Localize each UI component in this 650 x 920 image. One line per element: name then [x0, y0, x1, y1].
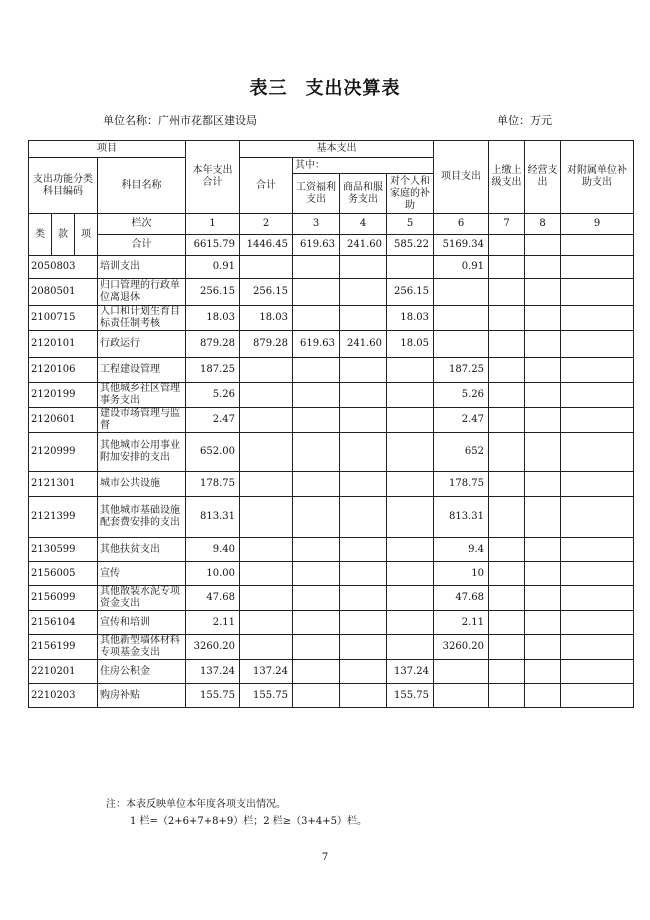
value-cell: 0.91: [434, 256, 489, 279]
header-basic-total: 合计: [240, 158, 293, 214]
col-num: 2: [240, 214, 293, 235]
total-cell: [525, 235, 561, 256]
value-cell: [525, 660, 561, 684]
col-num: 6: [434, 214, 489, 235]
function-code: 2120999: [29, 433, 98, 472]
subject-name: 建设市场管理与监督: [98, 408, 186, 433]
note-line-2: 1 栏=（2+6+7+8+9）栏；2 栏≥（3+4+5）栏。: [130, 816, 368, 827]
money-unit: 单位：万元: [497, 114, 552, 127]
value-cell: [293, 358, 340, 383]
value-cell: [561, 497, 634, 538]
value-cell: [489, 684, 525, 708]
function-code: 2100715: [29, 306, 98, 331]
value-cell: [240, 433, 293, 472]
header-affiliated-subsidy: 对附属单位补助支出: [561, 141, 634, 214]
subject-name: 其他新型墙体材料专项基金支出: [98, 635, 186, 660]
value-cell: [525, 472, 561, 497]
subject-name: 其他扶贫支出: [98, 538, 186, 562]
function-code: 2156199: [29, 635, 98, 660]
value-cell: 5.26: [434, 383, 489, 408]
total-cell: 5169.34: [434, 235, 489, 256]
value-cell: [240, 472, 293, 497]
value-cell: [525, 383, 561, 408]
value-cell: [340, 472, 387, 497]
value-cell: [387, 611, 434, 635]
table-row: [29, 306, 634, 331]
subject-name: 培训支出: [98, 256, 186, 279]
col-num: 5: [387, 214, 434, 235]
value-cell: [340, 611, 387, 635]
value-cell: [240, 256, 293, 279]
table-row: [29, 331, 634, 358]
value-cell: 18.03: [387, 306, 434, 331]
value-cell: [525, 433, 561, 472]
total-cell: 1446.45: [240, 235, 293, 256]
subject-name: 宣传和培训: [98, 611, 186, 635]
value-cell: [525, 538, 561, 562]
value-cell: [387, 383, 434, 408]
value-cell: 2.47: [434, 408, 489, 433]
value-cell: 5.26: [186, 383, 240, 408]
value-cell: [340, 433, 387, 472]
value-cell: [561, 684, 634, 708]
subject-name: 宣传: [98, 562, 186, 586]
value-cell: [525, 331, 561, 358]
value-cell: 47.68: [434, 586, 489, 611]
value-cell: [489, 538, 525, 562]
value-cell: [293, 433, 340, 472]
value-cell: [340, 408, 387, 433]
value-cell: [240, 586, 293, 611]
value-cell: [489, 383, 525, 408]
value-cell: [489, 472, 525, 497]
function-code: 2210203: [29, 684, 98, 708]
value-cell: [387, 256, 434, 279]
value-cell: [340, 660, 387, 684]
value-cell: [489, 358, 525, 383]
value-cell: 2.47: [186, 408, 240, 433]
value-cell: [240, 383, 293, 408]
value-cell: [561, 306, 634, 331]
total-row: [29, 235, 634, 256]
value-cell: [525, 358, 561, 383]
value-cell: 879.28: [186, 331, 240, 358]
header-among: 其中：: [293, 158, 434, 174]
value-cell: 137.24: [240, 660, 293, 684]
total-label: 合计: [98, 235, 186, 256]
title-text: 支出决算表: [305, 78, 401, 99]
value-cell: [293, 660, 340, 684]
value-cell: [387, 635, 434, 660]
function-code: 2130599: [29, 538, 98, 562]
value-cell: [489, 586, 525, 611]
col-num: 1: [186, 214, 240, 235]
value-cell: [340, 383, 387, 408]
value-cell: 2.11: [434, 611, 489, 635]
expenditure-table: [28, 140, 634, 708]
value-cell: [240, 635, 293, 660]
function-code: 2120101: [29, 331, 98, 358]
col-num: 3: [293, 214, 340, 235]
value-cell: 187.25: [434, 358, 489, 383]
total-cell: 6615.79: [186, 235, 240, 256]
value-cell: [525, 635, 561, 660]
value-cell: [525, 256, 561, 279]
total-cell: 241.60: [340, 235, 387, 256]
value-cell: [489, 433, 525, 472]
table-row: [29, 472, 634, 497]
function-code: 2121301: [29, 472, 98, 497]
value-cell: [434, 684, 489, 708]
value-cell: 18.03: [186, 306, 240, 331]
header-upper-payment: 上缴上级支出: [489, 141, 525, 214]
value-cell: [240, 408, 293, 433]
col-num: 4: [340, 214, 387, 235]
value-cell: 18.03: [240, 306, 293, 331]
value-cell: 155.75: [387, 684, 434, 708]
value-cell: [489, 635, 525, 660]
value-cell: [293, 635, 340, 660]
header-kuan: 款: [52, 214, 75, 256]
value-cell: [525, 562, 561, 586]
value-cell: 619.63: [293, 331, 340, 358]
value-cell: 813.31: [186, 497, 240, 538]
value-cell: [489, 279, 525, 306]
value-cell: [293, 256, 340, 279]
header-xiang: 项: [75, 214, 98, 256]
value-cell: [387, 497, 434, 538]
value-cell: [293, 684, 340, 708]
subject-name: 其他城市基础设施配套费安排的支出: [98, 497, 186, 538]
value-cell: [293, 408, 340, 433]
value-cell: [293, 383, 340, 408]
table-row: [29, 586, 634, 611]
unit-name: 单位名称：广州市花都区建设局: [103, 114, 257, 127]
col-num: 7: [489, 214, 525, 235]
value-cell: [340, 306, 387, 331]
header-code: 支出功能分类科目编码: [29, 158, 98, 214]
value-cell: 137.24: [387, 660, 434, 684]
value-cell: [340, 256, 387, 279]
value-cell: 9.40: [186, 538, 240, 562]
value-cell: [525, 684, 561, 708]
value-cell: [489, 562, 525, 586]
value-cell: [561, 611, 634, 635]
table-row: [29, 279, 634, 306]
subject-name: 工程建设管理: [98, 358, 186, 383]
function-code: 2156099: [29, 586, 98, 611]
value-cell: [240, 611, 293, 635]
value-cell: [387, 586, 434, 611]
value-cell: [293, 538, 340, 562]
value-cell: 3260.20: [434, 635, 489, 660]
value-cell: 3260.20: [186, 635, 240, 660]
function-code: 2120106: [29, 358, 98, 383]
function-code: 2156104: [29, 611, 98, 635]
total-cell: 585.22: [387, 235, 434, 256]
subject-name: 住房公积金: [98, 660, 186, 684]
value-cell: 178.75: [186, 472, 240, 497]
value-cell: [489, 256, 525, 279]
value-cell: [561, 256, 634, 279]
value-cell: [489, 408, 525, 433]
subject-name: 城市公共设施: [98, 472, 186, 497]
function-code: 2210201: [29, 660, 98, 684]
value-cell: [561, 472, 634, 497]
value-cell: [293, 586, 340, 611]
function-code: 2080501: [29, 279, 98, 306]
value-cell: [387, 433, 434, 472]
value-cell: 137.24: [186, 660, 240, 684]
col-num: 9: [561, 214, 634, 235]
value-cell: [561, 660, 634, 684]
value-cell: [561, 358, 634, 383]
total-cell: [561, 235, 634, 256]
value-cell: 256.15: [387, 279, 434, 306]
value-cell: [561, 586, 634, 611]
value-cell: [561, 408, 634, 433]
value-cell: 155.75: [186, 684, 240, 708]
value-cell: [561, 635, 634, 660]
function-code: 2120199: [29, 383, 98, 408]
table-row: [29, 635, 634, 660]
function-code: 2050803: [29, 256, 98, 279]
value-cell: 241.60: [340, 331, 387, 358]
header-lei: 类: [29, 214, 52, 256]
value-cell: [434, 279, 489, 306]
table-row: [29, 408, 634, 433]
value-cell: [525, 279, 561, 306]
value-cell: [293, 562, 340, 586]
value-cell: [561, 383, 634, 408]
value-cell: [561, 331, 634, 358]
value-cell: [525, 586, 561, 611]
subject-name: 行政运行: [98, 331, 186, 358]
value-cell: [561, 538, 634, 562]
value-cell: [561, 562, 634, 586]
header-basic: 基本支出: [240, 141, 434, 158]
value-cell: [340, 586, 387, 611]
value-cell: 155.75: [240, 684, 293, 708]
subject-name: 人口和计划生育目标责任制考核: [98, 306, 186, 331]
subject-name: 归口管理的行政单位离退休: [98, 279, 186, 306]
value-cell: [340, 635, 387, 660]
table-row: [29, 562, 634, 586]
value-cell: [434, 331, 489, 358]
value-cell: [340, 538, 387, 562]
header-wages: 工资福利支出: [293, 174, 340, 214]
table-row: [29, 358, 634, 383]
function-code: 2156005: [29, 562, 98, 586]
value-cell: [293, 497, 340, 538]
value-cell: 47.68: [186, 586, 240, 611]
header-year-total: 本年支出合计: [186, 141, 240, 214]
value-cell: 256.15: [186, 279, 240, 306]
value-cell: [489, 611, 525, 635]
value-cell: 2.11: [186, 611, 240, 635]
total-cell: [489, 235, 525, 256]
subject-name: 购房补贴: [98, 684, 186, 708]
subject-name: 其他散装水泥专项资金支出: [98, 586, 186, 611]
value-cell: [561, 433, 634, 472]
value-cell: [240, 538, 293, 562]
title-table-no: 表三: [249, 78, 288, 99]
header-column-index: 栏次: [98, 214, 186, 235]
value-cell: [387, 562, 434, 586]
value-cell: [340, 684, 387, 708]
header-project-expenditure: 项目支出: [434, 141, 489, 214]
value-cell: [525, 611, 561, 635]
value-cell: [489, 331, 525, 358]
table-row: [29, 660, 634, 684]
value-cell: [240, 497, 293, 538]
value-cell: [387, 358, 434, 383]
value-cell: [340, 279, 387, 306]
value-cell: 652: [434, 433, 489, 472]
header-personal-subsidy: 对个人和家庭的补助: [387, 174, 434, 214]
value-cell: [434, 306, 489, 331]
page-number: 7: [321, 852, 329, 863]
header-project: 项目: [29, 141, 186, 158]
value-cell: 9.4: [434, 538, 489, 562]
value-cell: [293, 306, 340, 331]
value-cell: 652.00: [186, 433, 240, 472]
header-operating: 经营支出: [525, 141, 561, 214]
value-cell: 256.15: [240, 279, 293, 306]
value-cell: 813.31: [434, 497, 489, 538]
value-cell: [340, 358, 387, 383]
value-cell: [340, 497, 387, 538]
value-cell: 0.91: [186, 256, 240, 279]
value-cell: [489, 497, 525, 538]
value-cell: [293, 279, 340, 306]
table-row: [29, 684, 634, 708]
value-cell: 10: [434, 562, 489, 586]
value-cell: 178.75: [434, 472, 489, 497]
note-line-1: 注：本表反映单位本年度各项支出情况。: [106, 799, 286, 810]
table-row: [29, 383, 634, 408]
table-row: [29, 433, 634, 472]
value-cell: 879.28: [240, 331, 293, 358]
value-cell: 10.00: [186, 562, 240, 586]
value-cell: [387, 408, 434, 433]
function-code: 2121399: [29, 497, 98, 538]
value-cell: 187.25: [186, 358, 240, 383]
value-cell: [293, 611, 340, 635]
page-title: [0, 74, 650, 100]
table-row: [29, 256, 634, 279]
function-code: 2120601: [29, 408, 98, 433]
header-goods-services: 商品和服务支出: [340, 174, 387, 214]
value-cell: [240, 358, 293, 383]
value-cell: [340, 562, 387, 586]
value-cell: [434, 660, 489, 684]
value-cell: [525, 408, 561, 433]
value-cell: [525, 497, 561, 538]
value-cell: [240, 562, 293, 586]
header-subject-name: 科目名称: [98, 158, 186, 214]
value-cell: [387, 472, 434, 497]
value-cell: [489, 660, 525, 684]
total-cell: 619.63: [293, 235, 340, 256]
subject-name: 其他城市公用事业附加安排的支出: [98, 433, 186, 472]
table-row: [29, 611, 634, 635]
value-cell: [525, 306, 561, 331]
value-cell: [489, 306, 525, 331]
subject-name: 其他城乡社区管理事务支出: [98, 383, 186, 408]
table-row: [29, 497, 634, 538]
value-cell: [293, 472, 340, 497]
value-cell: [387, 538, 434, 562]
table-row: [29, 538, 634, 562]
value-cell: 18.05: [387, 331, 434, 358]
col-num: 8: [525, 214, 561, 235]
value-cell: [561, 279, 634, 306]
